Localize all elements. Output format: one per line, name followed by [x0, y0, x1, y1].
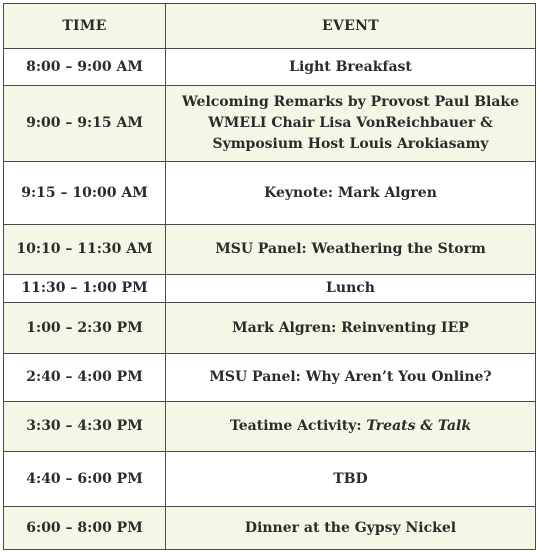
event-cell: Mark Algren: Reinventing IEP — [166, 303, 536, 354]
event-text: Teatime Activity: — [229, 418, 367, 434]
table-row — [4, 452, 536, 507]
table-row — [4, 225, 536, 275]
event-cell: TBD — [166, 452, 536, 507]
event-cell: Keynote: Mark Algren — [166, 162, 536, 225]
event-cell — [166, 402, 536, 452]
time-cell: 11:30 – 1:00 PM — [4, 275, 166, 303]
event-line: Symposium Host Louis Arokiasamy — [212, 136, 489, 152]
event-line: WMELI Chair Lisa VonReichbauer & — [208, 115, 493, 131]
time-cell: 8:00 – 9:00 AM — [4, 49, 166, 86]
event-cell — [166, 86, 536, 162]
table-row — [4, 354, 536, 402]
table-row — [4, 402, 536, 452]
event-cell: MSU Panel: Weathering the Storm — [166, 225, 536, 275]
time-cell: 3:30 – 4:30 PM — [4, 402, 166, 452]
time-cell: 4:40 – 6:00 PM — [4, 452, 166, 507]
time-column-header: TIME — [4, 4, 166, 49]
table-header-row — [4, 4, 536, 49]
table-row — [4, 49, 536, 86]
table-row — [4, 86, 536, 162]
time-cell: 1:00 – 2:30 PM — [4, 303, 166, 354]
time-cell: 10:10 – 11:30 AM — [4, 225, 166, 275]
event-cell: Light Breakfast — [166, 49, 536, 86]
schedule-table — [3, 3, 536, 550]
table-row — [4, 507, 536, 550]
event-cell: MSU Panel: Why Aren’t You Online? — [166, 354, 536, 402]
table-row — [4, 275, 536, 303]
event-line: Welcoming Remarks by Provost Paul Blake — [181, 94, 520, 110]
time-cell: 9:15 – 10:00 AM — [4, 162, 166, 225]
table-row — [4, 162, 536, 225]
time-cell: 9:00 – 9:15 AM — [4, 86, 166, 162]
event-cell: Lunch — [166, 275, 536, 303]
time-cell: 6:00 – 8:00 PM — [4, 507, 166, 550]
table-row — [4, 303, 536, 354]
time-cell: 2:40 – 4:00 PM — [4, 354, 166, 402]
event-italic-text: Treats & Talk — [366, 418, 472, 434]
event-cell: Dinner at the Gypsy Nickel — [166, 507, 536, 550]
event-column-header: EVENT — [166, 4, 536, 49]
